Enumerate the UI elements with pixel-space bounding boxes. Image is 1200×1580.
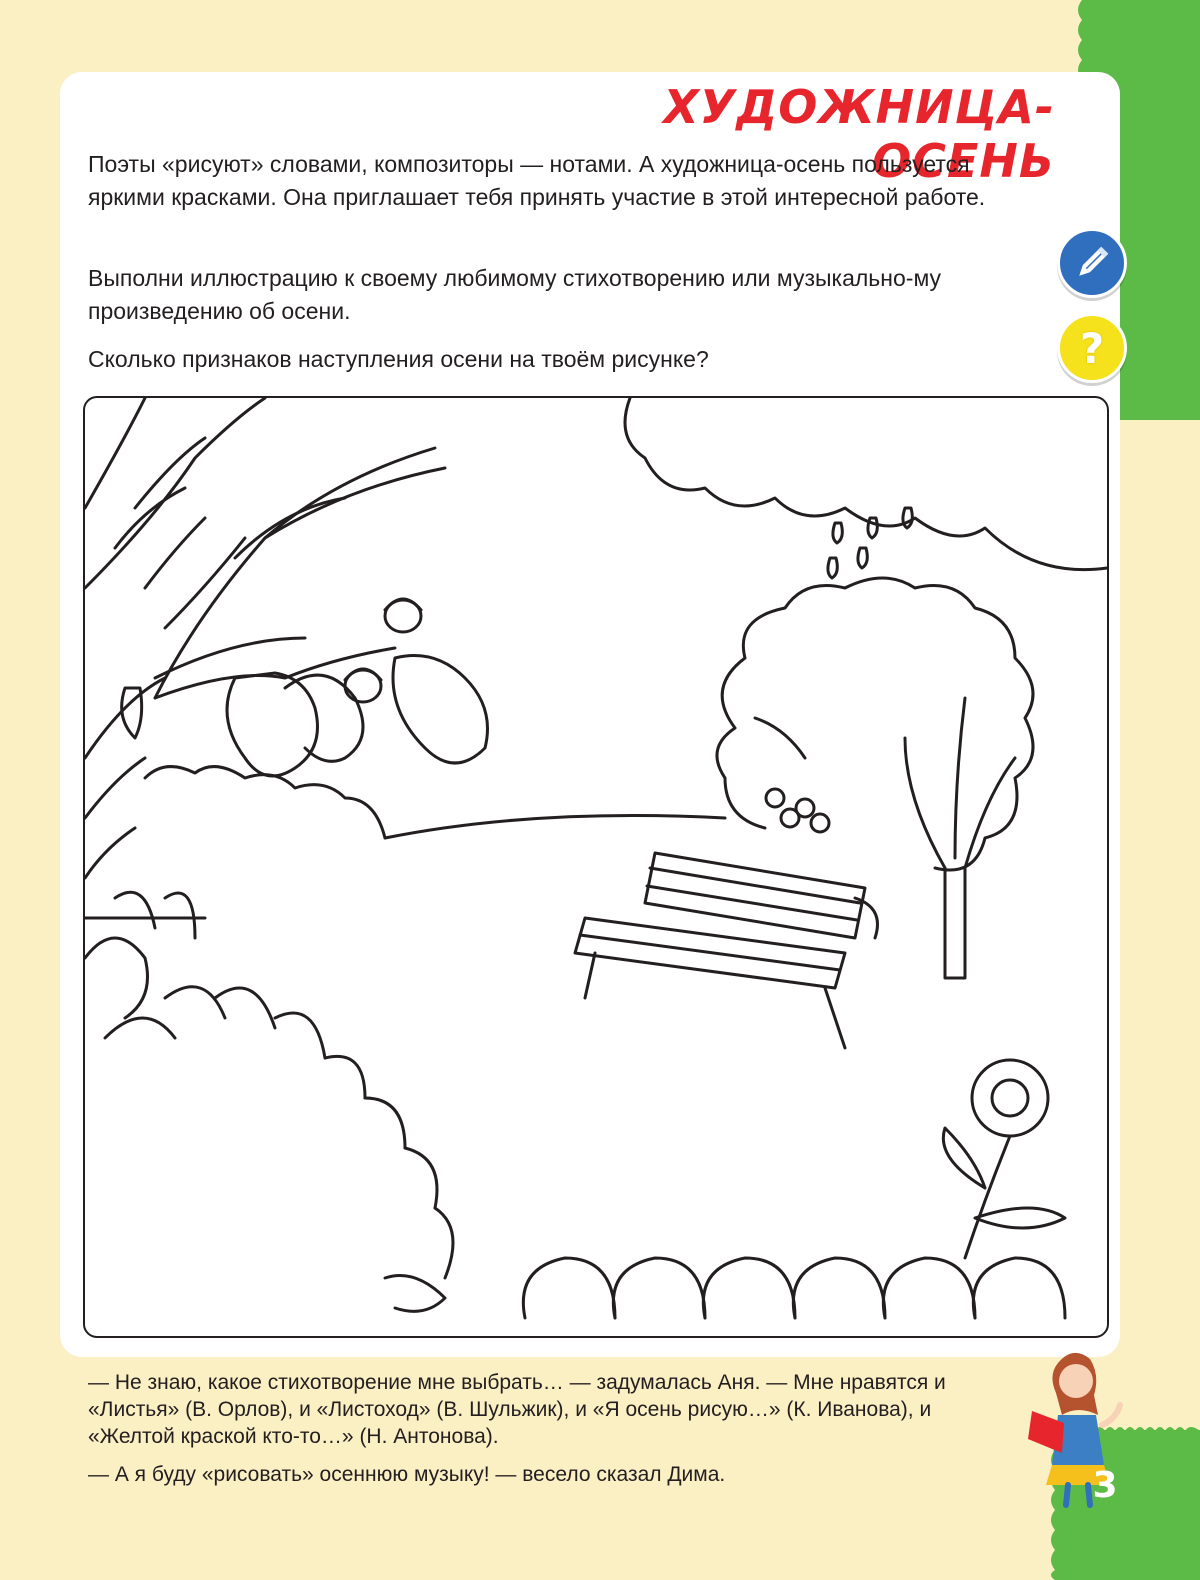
park-ground: [85, 767, 725, 918]
aster-flower: [943, 1060, 1065, 1258]
pencil-icon: [1057, 228, 1127, 298]
question-icon: ?: [1057, 313, 1127, 383]
task-paragraph: Выполни иллюстрацию к своему любимому стихотворению или музыкально-му произведению об осени.: [88, 265, 942, 324]
rowan-tree: [717, 578, 1033, 978]
leafy-bush: [85, 892, 453, 1311]
rain-cloud: [625, 398, 1107, 578]
stone-border: [523, 1258, 1065, 1318]
park-bench: [575, 853, 878, 1048]
dialog-anya: — Не знаю, какое стихотворение мне выбрать… — задумалась Аня. — Мне нравятся и «Листья» (В. Орлов), и «Листоход» (В. Шульжик), и «Я осень рисую…» (К. Иванова), и «Желтой краской кто-то…» (Н. Антонова).: [88, 1371, 946, 1448]
question-paragraph: Сколько признаков наступления осени на твоём рисунке?: [88, 346, 709, 372]
page-number: 3: [1092, 1465, 1118, 1506]
intro-paragraph: Поэты «рисуют» словами, композиторы — нотами. А художница-осень пользуется яркими красками. Она приглашает тебя принять участие в этой интересной работе.: [88, 151, 986, 210]
oak-tree: [85, 398, 488, 878]
page-title: ХУДОЖНИЦА-ОСЕНЬ: [663, 80, 1055, 188]
coloring-illustration: [83, 396, 1109, 1338]
dialog-dima: — А я буду «рисовать» осеннюю музыку! — весело сказал Дима.: [88, 1463, 726, 1486]
